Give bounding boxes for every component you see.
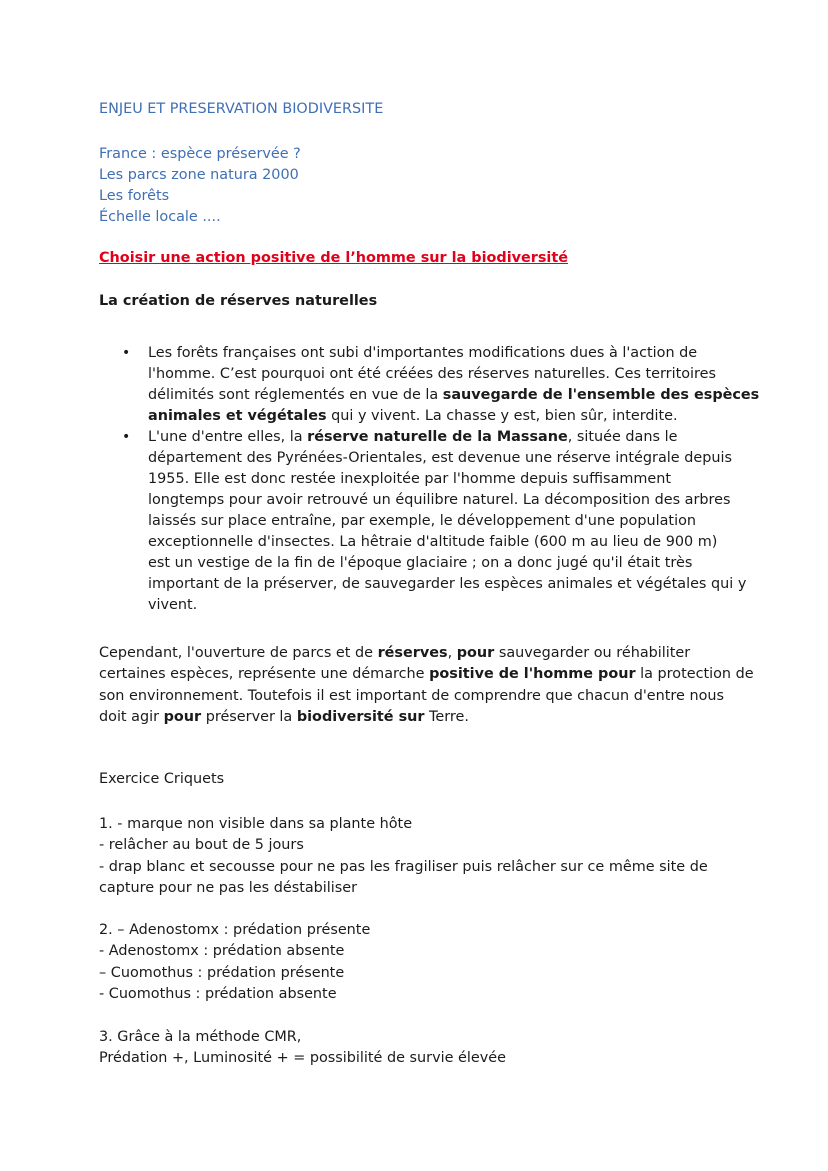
text-line	[148, 427, 739, 448]
answer-line: – Cuomothus : prédation présente	[99, 964, 345, 981]
text-line: important de la préserver, de sauvegarder les espèces animales et végétales qui y	[148, 576, 747, 592]
task-title: Choisir une action positive de l’homme sur la biodiversité	[99, 250, 568, 266]
text-line: son environnement. Toutefois il est important de comprendre que chacun d'entre nous	[99, 687, 724, 704]
text-run: sauvegarder ou réhabiliter	[494, 645, 691, 661]
answer-line: 3. Grâce à la méthode CMR,	[99, 1029, 302, 1045]
answer-line: 1. - marque non visible dans sa plante hôte	[99, 816, 413, 832]
text-line: l'homme. C’est pourquoi ont été créées des réserves naturelles. Ces territoires	[148, 366, 716, 382]
answer-3	[99, 1027, 506, 1070]
text-run: L'une d'entre elles, la	[148, 429, 308, 445]
section-subheading: La création de réserves naturelles	[99, 293, 378, 309]
answer-line: - Adenostomx : prédation absente	[99, 943, 345, 960]
bold-run: animales et végétales	[148, 408, 327, 424]
exercise-title: Exercice Criquets	[99, 771, 225, 787]
text-run: Cependant, l'ouverture de parcs et de	[99, 645, 378, 661]
text-run: Terre.	[424, 709, 469, 726]
text-line	[99, 643, 739, 664]
bold-run: biodiversité sur	[296, 709, 425, 726]
text-run: doit agir	[99, 709, 164, 726]
text-line: est un vestige de la fin de l'époque glaciaire ; on a donc jugé qu'il était très	[148, 555, 693, 571]
text-line: laissés sur place entraîne, par exemple, le développement d'une population	[148, 513, 696, 529]
topic-list	[99, 144, 301, 228]
text-run: ,	[447, 645, 457, 661]
bullet-item-massane	[99, 427, 747, 616]
bullet-list	[99, 343, 760, 616]
bullet-symbol: •	[122, 345, 131, 361]
bold-run: réserves	[377, 645, 448, 661]
text-line: exceptionnelle d'insectes. La hêtraie d'altitude faible (600 m au lieu de 900 m)	[148, 534, 718, 550]
bold-run: réserve naturelle de la Massane	[307, 429, 568, 445]
answer-line: - drap blanc et secousse pour ne pas les fragiliser puis relâcher sur ce même site de	[99, 858, 708, 875]
bullet-symbol: •	[122, 429, 131, 445]
document-heading: ENJEU ET PRESERVATION BIODIVERSITE	[99, 101, 384, 117]
text-line: longtemps pour avoir retrouvé un équilibre naturel. La décomposition des arbres	[148, 492, 731, 508]
text-line: vivent.	[148, 597, 198, 613]
text-run: qui y vivent. La chasse y est, bien sûr, interdite.	[326, 408, 678, 424]
text-run: la protection de	[635, 666, 754, 683]
conclusion-paragraph	[99, 643, 754, 729]
answer-1	[99, 814, 708, 900]
text-line: département des Pyrénées-Orientales, est devenue une réserve intégrale depuis	[148, 450, 732, 466]
text-run: délimités sont réglementés en vue de la	[148, 387, 443, 403]
answer-line: - relâcher au bout de 5 jours	[99, 837, 304, 854]
bold-run: positive de l'homme pour	[429, 666, 636, 683]
text-line	[148, 385, 760, 406]
bold-run: sauvegarde de l'ensemble des espèces	[442, 387, 760, 403]
text-run: préserver la	[201, 709, 297, 726]
bold-run: pour	[456, 645, 495, 661]
topic-item: France : espèce préservée ?	[99, 146, 301, 162]
answer-line: Prédation +, Luminosité + = possibilité de survie élevée	[99, 1050, 506, 1067]
text-run: , située dans le	[567, 429, 678, 445]
answer-2	[99, 920, 370, 1006]
bold-run: pour	[163, 709, 202, 726]
answer-line: capture pour ne pas les déstabiliser	[99, 880, 358, 897]
text-line: 1955. Elle est donc restée inexploitée par l'homme depuis suffisamment	[148, 471, 671, 487]
text-line	[99, 664, 754, 685]
text-line: Les forêts françaises ont subi d'importantes modifications dues à l'action de	[148, 345, 698, 361]
topic-item: Les forêts	[99, 188, 170, 204]
text-line	[99, 707, 739, 728]
text-run: certaines espèces, représente une démarche	[99, 666, 430, 683]
topic-item: Échelle locale ....	[99, 209, 221, 225]
topic-item: Les parcs zone natura 2000	[99, 167, 299, 183]
answer-line: - Cuomothus : prédation absente	[99, 986, 337, 1003]
text-line	[148, 406, 739, 427]
answer-line: 2. – Adenostomx : prédation présente	[99, 922, 371, 938]
bullet-item-forests	[99, 343, 760, 427]
